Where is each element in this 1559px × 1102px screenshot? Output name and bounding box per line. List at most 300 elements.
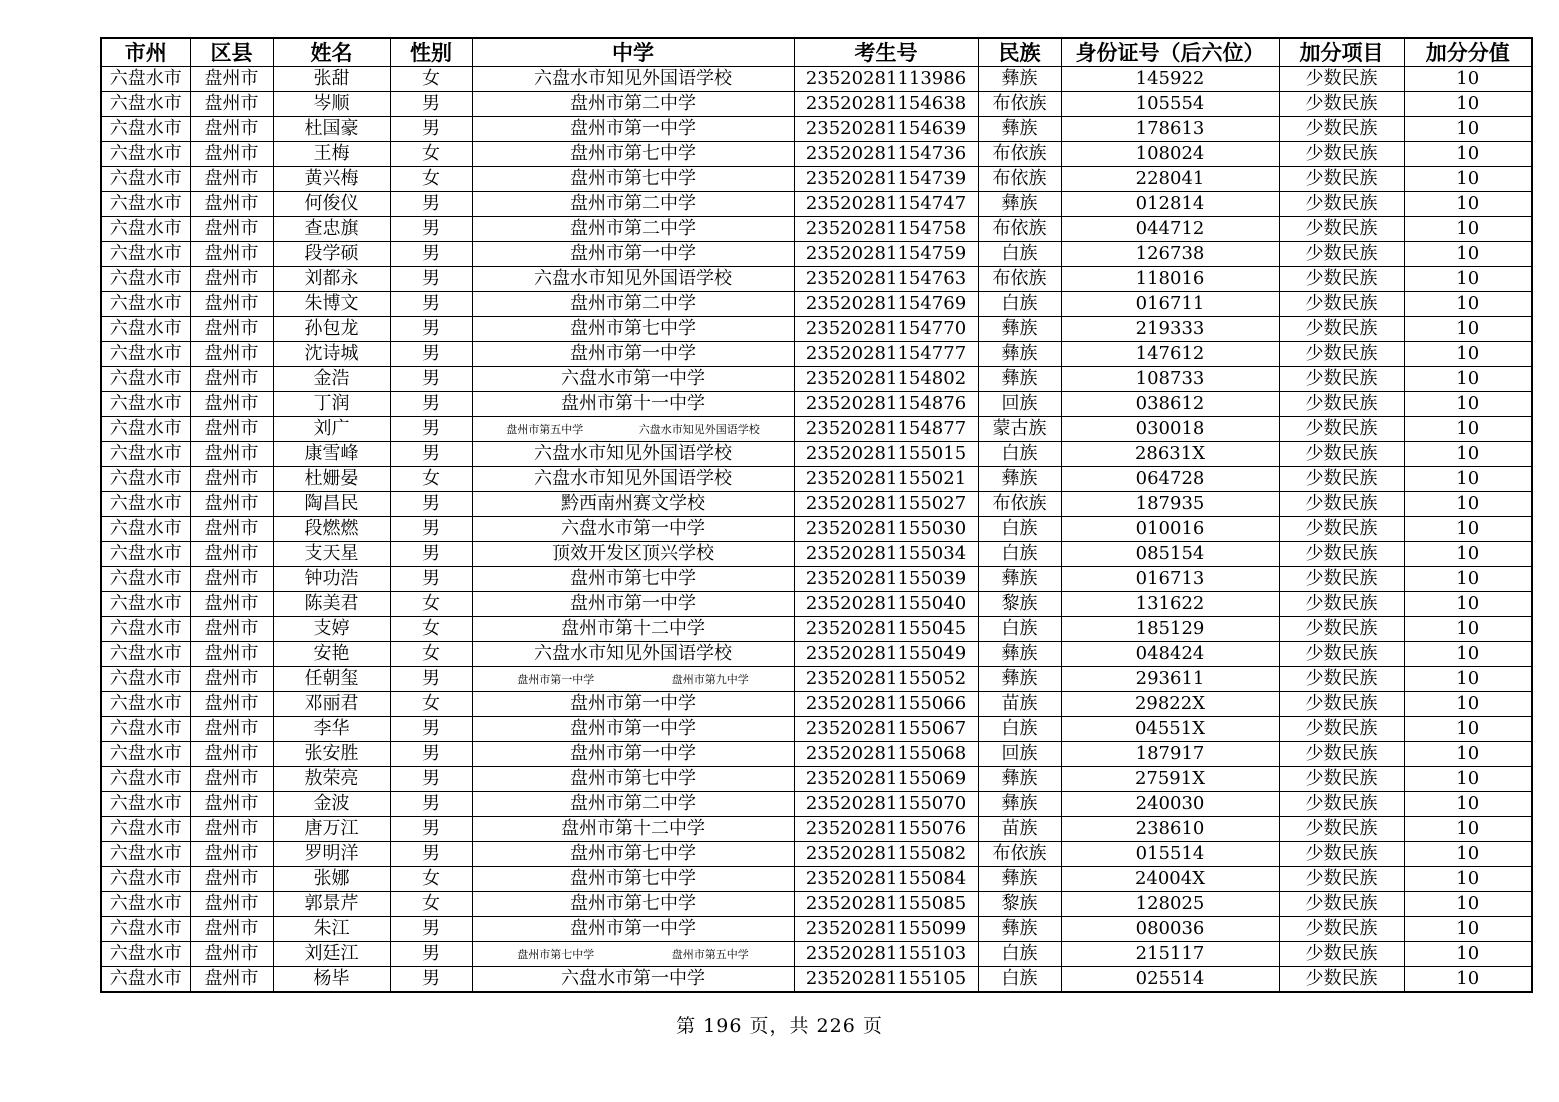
cell-city: 六盘水市: [101, 217, 190, 242]
cell-gender: 男: [390, 767, 472, 792]
cell-item: 少数民族: [1279, 967, 1404, 993]
cell-id6: 228041: [1061, 167, 1279, 192]
cell-name: 金浩: [273, 367, 390, 392]
cell-school: [472, 942, 794, 967]
cell-ethnic: 彝族: [978, 567, 1061, 592]
cell-name: 陈美君: [273, 592, 390, 617]
cell-exam-no: 23520281154877: [794, 417, 978, 442]
cell-county: 盘州市: [190, 267, 273, 292]
cell-gender: 男: [390, 242, 472, 267]
cell-exam-no: 23520281155021: [794, 467, 978, 492]
cell-school: 六盘水市第一中学: [472, 367, 794, 392]
table-row: [101, 967, 1532, 993]
cell-item: 少数民族: [1279, 542, 1404, 567]
cell-school: 盘州市第七中学: [472, 567, 794, 592]
cell-item: 少数民族: [1279, 792, 1404, 817]
cell-city: 六盘水市: [101, 642, 190, 667]
cell-city: 六盘水市: [101, 742, 190, 767]
cell-id6: 128025: [1061, 892, 1279, 917]
cell-city: 六盘水市: [101, 67, 190, 92]
cell-id6: 187935: [1061, 492, 1279, 517]
cell-name: 安艳: [273, 642, 390, 667]
cell-item: 少数民族: [1279, 717, 1404, 742]
cell-exam-no: 23520281154759: [794, 242, 978, 267]
cell-ethnic: 彝族: [978, 67, 1061, 92]
cell-exam-no: 23520281154769: [794, 292, 978, 317]
cell-ethnic: 彝族: [978, 917, 1061, 942]
cell-item: 少数民族: [1279, 142, 1404, 167]
cell-ethnic: 白族: [978, 967, 1061, 993]
cell-gender: 男: [390, 367, 472, 392]
cell-score: 10: [1404, 567, 1532, 592]
cell-school: 盘州市第一中学: [472, 592, 794, 617]
cell-school: [472, 417, 794, 442]
cell-ethnic: 苗族: [978, 692, 1061, 717]
cell-id6: 105554: [1061, 92, 1279, 117]
cell-id6: 28631X: [1061, 442, 1279, 467]
cell-score: 10: [1404, 167, 1532, 192]
cell-name: 王梅: [273, 142, 390, 167]
cell-name: 张甜: [273, 67, 390, 92]
cell-exam-no: 23520281154739: [794, 167, 978, 192]
cell-score: 10: [1404, 917, 1532, 942]
cell-county: 盘州市: [190, 717, 273, 742]
cell-id6: 185129: [1061, 617, 1279, 642]
cell-city: 六盘水市: [101, 167, 190, 192]
cell-item: 少数民族: [1279, 242, 1404, 267]
cell-id6: 085154: [1061, 542, 1279, 567]
cell-school: 顶效开发区顶兴学校: [472, 542, 794, 567]
cell-id6: 010016: [1061, 517, 1279, 542]
cell-item: 少数民族: [1279, 667, 1404, 692]
cell-score: 10: [1404, 117, 1532, 142]
cell-score: 10: [1404, 717, 1532, 742]
cell-school: 盘州市第二中学: [472, 92, 794, 117]
cell-id6: 080036: [1061, 917, 1279, 942]
cell-city: 六盘水市: [101, 392, 190, 417]
cell-id6: 016711: [1061, 292, 1279, 317]
cell-school: 盘州市第七中学: [472, 867, 794, 892]
cell-id6: 215117: [1061, 942, 1279, 967]
cell-score: 10: [1404, 142, 1532, 167]
header-item: 加分项目: [1279, 38, 1404, 67]
cell-city: 六盘水市: [101, 917, 190, 942]
cell-exam-no: 23520281155066: [794, 692, 978, 717]
cell-county: 盘州市: [190, 292, 273, 317]
cell-item: 少数民族: [1279, 592, 1404, 617]
cell-school: 六盘水市知见外国语学校: [472, 467, 794, 492]
cell-id6: 012814: [1061, 192, 1279, 217]
cell-gender: 女: [390, 467, 472, 492]
cell-gender: 女: [390, 67, 472, 92]
cell-ethnic: 白族: [978, 442, 1061, 467]
header-school: 中学: [472, 38, 794, 67]
cell-score: 10: [1404, 867, 1532, 892]
cell-ethnic: 彝族: [978, 192, 1061, 217]
cell-name: 段燃燃: [273, 517, 390, 542]
table-row: [101, 217, 1532, 242]
cell-county: 盘州市: [190, 492, 273, 517]
table-row: [101, 717, 1532, 742]
table-row: [101, 342, 1532, 367]
cell-exam-no: 23520281155084: [794, 867, 978, 892]
cell-score: 10: [1404, 392, 1532, 417]
cell-id6: 064728: [1061, 467, 1279, 492]
table-row: [101, 142, 1532, 167]
table-row: [101, 742, 1532, 767]
table-row: [101, 267, 1532, 292]
cell-name: 刘廷江: [273, 942, 390, 967]
cell-exam-no: 23520281155082: [794, 842, 978, 867]
cell-gender: 男: [390, 967, 472, 993]
cell-county: 盘州市: [190, 742, 273, 767]
cell-score: 10: [1404, 517, 1532, 542]
cell-city: 六盘水市: [101, 667, 190, 692]
cell-id6: 038612: [1061, 392, 1279, 417]
cell-city: 六盘水市: [101, 792, 190, 817]
cell-gender: 女: [390, 867, 472, 892]
table-row: [101, 442, 1532, 467]
cell-school-part: 盘州市第五中学: [671, 947, 749, 961]
cell-gender: 男: [390, 817, 472, 842]
cell-county: 盘州市: [190, 817, 273, 842]
cell-ethnic: 布依族: [978, 267, 1061, 292]
cell-score: 10: [1404, 592, 1532, 617]
cell-item: 少数民族: [1279, 467, 1404, 492]
cell-exam-no: 23520281155070: [794, 792, 978, 817]
cell-gender: 男: [390, 942, 472, 967]
cell-item: 少数民族: [1279, 267, 1404, 292]
cell-name: 邓丽君: [273, 692, 390, 717]
cell-ethnic: 彝族: [978, 117, 1061, 142]
table-row: [101, 567, 1532, 592]
cell-gender: 男: [390, 542, 472, 567]
cell-gender: 男: [390, 192, 472, 217]
cell-score: 10: [1404, 617, 1532, 642]
cell-ethnic: 黎族: [978, 592, 1061, 617]
cell-school: 盘州市第一中学: [472, 242, 794, 267]
cell-school: 盘州市第十二中学: [472, 617, 794, 642]
cell-ethnic: 彝族: [978, 767, 1061, 792]
cell-ethnic: 彝族: [978, 792, 1061, 817]
cell-score: 10: [1404, 442, 1532, 467]
cell-exam-no: 23520281154638: [794, 92, 978, 117]
cell-city: 六盘水市: [101, 142, 190, 167]
table-row: [101, 792, 1532, 817]
table-row: [101, 642, 1532, 667]
cell-county: 盘州市: [190, 592, 273, 617]
cell-id6: 238610: [1061, 817, 1279, 842]
cell-county: 盘州市: [190, 842, 273, 867]
cell-school: 盘州市第二中学: [472, 217, 794, 242]
cell-school: 盘州市第二中学: [472, 292, 794, 317]
cell-school: 盘州市第二中学: [472, 792, 794, 817]
cell-name: 支婷: [273, 617, 390, 642]
cell-ethnic: 彝族: [978, 342, 1061, 367]
cell-school: 盘州市第七中学: [472, 142, 794, 167]
cell-gender: 男: [390, 917, 472, 942]
cell-school: 盘州市第七中学: [472, 892, 794, 917]
table-row: [101, 542, 1532, 567]
cell-name: 支天星: [273, 542, 390, 567]
cell-exam-no: 23520281154758: [794, 217, 978, 242]
cell-city: 六盘水市: [101, 192, 190, 217]
cell-gender: 男: [390, 392, 472, 417]
cell-ethnic: 彝族: [978, 317, 1061, 342]
cell-county: 盘州市: [190, 192, 273, 217]
cell-name: 沈诗城: [273, 342, 390, 367]
table-row: [101, 667, 1532, 692]
cell-gender: 男: [390, 342, 472, 367]
cell-score: 10: [1404, 692, 1532, 717]
cell-ethnic: 布依族: [978, 142, 1061, 167]
cell-exam-no: 23520281154736: [794, 142, 978, 167]
cell-gender: 男: [390, 842, 472, 867]
cell-gender: 男: [390, 717, 472, 742]
cell-item: 少数民族: [1279, 642, 1404, 667]
table-row: [101, 592, 1532, 617]
cell-ethnic: 蒙古族: [978, 417, 1061, 442]
table-row: [101, 92, 1532, 117]
cell-gender: 男: [390, 492, 472, 517]
cell-school: 六盘水市知见外国语学校: [472, 442, 794, 467]
cell-gender: 女: [390, 642, 472, 667]
cell-item: 少数民族: [1279, 867, 1404, 892]
cell-gender: 男: [390, 92, 472, 117]
cell-item: 少数民族: [1279, 442, 1404, 467]
cell-item: 少数民族: [1279, 917, 1404, 942]
cell-ethnic: 布依族: [978, 492, 1061, 517]
cell-name: 查忠旗: [273, 217, 390, 242]
cell-county: 盘州市: [190, 617, 273, 642]
cell-city: 六盘水市: [101, 367, 190, 392]
cell-item: 少数民族: [1279, 417, 1404, 442]
cell-score: 10: [1404, 642, 1532, 667]
cell-exam-no: 23520281154747: [794, 192, 978, 217]
cell-gender: 男: [390, 442, 472, 467]
cell-gender: 男: [390, 117, 472, 142]
cell-city: 六盘水市: [101, 542, 190, 567]
table-row: [101, 492, 1532, 517]
cell-exam-no: 23520281154777: [794, 342, 978, 367]
cell-name: 刘都永: [273, 267, 390, 292]
cell-score: 10: [1404, 842, 1532, 867]
cell-county: 盘州市: [190, 867, 273, 892]
cell-name: 段学硕: [273, 242, 390, 267]
cell-county: 盘州市: [190, 967, 273, 993]
cell-id6: 131622: [1061, 592, 1279, 617]
cell-score: 10: [1404, 217, 1532, 242]
cell-name: 陶昌民: [273, 492, 390, 517]
cell-score: 10: [1404, 767, 1532, 792]
cell-city: 六盘水市: [101, 517, 190, 542]
cell-exam-no: 23520281155027: [794, 492, 978, 517]
cell-ethnic: 白族: [978, 292, 1061, 317]
cell-id6: 240030: [1061, 792, 1279, 817]
cell-exam-no: 23520281155030: [794, 517, 978, 542]
page-footer: 第 196 页，共 226 页: [676, 1015, 883, 1037]
cell-gender: 男: [390, 792, 472, 817]
cell-item: 少数民族: [1279, 617, 1404, 642]
cell-score: 10: [1404, 467, 1532, 492]
cell-id6: 29822X: [1061, 692, 1279, 717]
cell-name: 郭景芹: [273, 892, 390, 917]
cell-county: 盘州市: [190, 517, 273, 542]
cell-name: 刘广: [273, 417, 390, 442]
cell-item: 少数民族: [1279, 67, 1404, 92]
header-county: 区县: [190, 38, 273, 67]
cell-city: 六盘水市: [101, 717, 190, 742]
cell-ethnic: 彝族: [978, 867, 1061, 892]
cell-ethnic: 布依族: [978, 217, 1061, 242]
cell-name: 康雪峰: [273, 442, 390, 467]
table-row: [101, 767, 1532, 792]
header-exam-no: 考生号: [794, 38, 978, 67]
cell-item: 少数民族: [1279, 842, 1404, 867]
table-row: [101, 942, 1532, 967]
cell-gender: 男: [390, 292, 472, 317]
cell-item: 少数民族: [1279, 192, 1404, 217]
table-row: [101, 292, 1532, 317]
cell-name: 钟功浩: [273, 567, 390, 592]
cell-city: 六盘水市: [101, 892, 190, 917]
cell-id6: 015514: [1061, 842, 1279, 867]
cell-city: 六盘水市: [101, 692, 190, 717]
cell-ethnic: 白族: [978, 617, 1061, 642]
cell-exam-no: 23520281155103: [794, 942, 978, 967]
cell-city: 六盘水市: [101, 967, 190, 993]
cell-exam-no: 23520281155076: [794, 817, 978, 842]
cell-exam-no: 23520281155039: [794, 567, 978, 592]
table-row: [101, 192, 1532, 217]
cell-county: 盘州市: [190, 317, 273, 342]
cell-item: 少数民族: [1279, 92, 1404, 117]
cell-school: [472, 667, 794, 692]
header-row: [101, 38, 1532, 67]
cell-score: 10: [1404, 892, 1532, 917]
cell-gender: 男: [390, 417, 472, 442]
cell-name: 金波: [273, 792, 390, 817]
cell-gender: 女: [390, 167, 472, 192]
cell-city: 六盘水市: [101, 617, 190, 642]
cell-gender: 男: [390, 667, 472, 692]
cell-city: 六盘水市: [101, 292, 190, 317]
cell-id6: 145922: [1061, 67, 1279, 92]
cell-exam-no: 23520281113986: [794, 67, 978, 92]
cell-item: 少数民族: [1279, 517, 1404, 542]
cell-county: 盘州市: [190, 542, 273, 567]
cell-item: 少数民族: [1279, 342, 1404, 367]
cell-school: 盘州市第一中学: [472, 342, 794, 367]
cell-county: 盘州市: [190, 917, 273, 942]
cell-id6: 24004X: [1061, 867, 1279, 892]
table-row: [101, 842, 1532, 867]
cell-exam-no: 23520281155040: [794, 592, 978, 617]
cell-school-part: 盘州市第五中学: [506, 422, 584, 436]
cell-id6: 219333: [1061, 317, 1279, 342]
table-row: [101, 367, 1532, 392]
cell-gender: 男: [390, 217, 472, 242]
table-row: [101, 467, 1532, 492]
cell-ethnic: 布依族: [978, 92, 1061, 117]
cell-county: 盘州市: [190, 117, 273, 142]
cell-id6: 293611: [1061, 667, 1279, 692]
cell-name: 朱博文: [273, 292, 390, 317]
cell-score: 10: [1404, 192, 1532, 217]
cell-county: 盘州市: [190, 442, 273, 467]
cell-id6: 187917: [1061, 742, 1279, 767]
cell-exam-no: 23520281155067: [794, 717, 978, 742]
cell-county: 盘州市: [190, 642, 273, 667]
cell-school: 盘州市第一中学: [472, 717, 794, 742]
cell-item: 少数民族: [1279, 742, 1404, 767]
cell-school: 盘州市第十二中学: [472, 817, 794, 842]
cell-name: 罗明洋: [273, 842, 390, 867]
cell-score: 10: [1404, 242, 1532, 267]
roster-table: [100, 37, 1533, 993]
cell-score: 10: [1404, 317, 1532, 342]
cell-school: 黔西南州赛文学校: [472, 492, 794, 517]
cell-city: 六盘水市: [101, 942, 190, 967]
header-city: 市州: [101, 38, 190, 67]
cell-city: 六盘水市: [101, 242, 190, 267]
cell-ethnic: 白族: [978, 242, 1061, 267]
cell-city: 六盘水市: [101, 417, 190, 442]
cell-city: 六盘水市: [101, 317, 190, 342]
cell-gender: 男: [390, 517, 472, 542]
cell-city: 六盘水市: [101, 342, 190, 367]
cell-score: 10: [1404, 742, 1532, 767]
cell-school: 六盘水市知见外国语学校: [472, 267, 794, 292]
cell-score: 10: [1404, 292, 1532, 317]
cell-school: 盘州市第七中学: [472, 767, 794, 792]
cell-county: 盘州市: [190, 342, 273, 367]
cell-city: 六盘水市: [101, 592, 190, 617]
table-row: [101, 517, 1532, 542]
cell-school: 盘州市第一中学: [472, 692, 794, 717]
cell-county: 盘州市: [190, 242, 273, 267]
cell-item: 少数民族: [1279, 767, 1404, 792]
cell-exam-no: 23520281154639: [794, 117, 978, 142]
table-row: [101, 817, 1532, 842]
table-row: [101, 242, 1532, 267]
cell-school: 盘州市第十一中学: [472, 392, 794, 417]
cell-school: 盘州市第一中学: [472, 742, 794, 767]
cell-ethnic: 回族: [978, 392, 1061, 417]
cell-county: 盘州市: [190, 467, 273, 492]
cell-name: 杜姗晏: [273, 467, 390, 492]
cell-school: 六盘水市知见外国语学校: [472, 67, 794, 92]
cell-school: 盘州市第七中学: [472, 167, 794, 192]
cell-school: 六盘水市第一中学: [472, 517, 794, 542]
cell-item: 少数民族: [1279, 167, 1404, 192]
cell-name: 岑顺: [273, 92, 390, 117]
cell-ethnic: 白族: [978, 542, 1061, 567]
cell-county: 盘州市: [190, 92, 273, 117]
cell-score: 10: [1404, 792, 1532, 817]
table-row: [101, 617, 1532, 642]
cell-exam-no: 23520281155068: [794, 742, 978, 767]
cell-county: 盘州市: [190, 567, 273, 592]
cell-name: 何俊仪: [273, 192, 390, 217]
cell-id6: 016713: [1061, 567, 1279, 592]
cell-ethnic: 布依族: [978, 842, 1061, 867]
cell-name: 杜国豪: [273, 117, 390, 142]
cell-city: 六盘水市: [101, 767, 190, 792]
cell-county: 盘州市: [190, 667, 273, 692]
cell-city: 六盘水市: [101, 92, 190, 117]
cell-county: 盘州市: [190, 167, 273, 192]
